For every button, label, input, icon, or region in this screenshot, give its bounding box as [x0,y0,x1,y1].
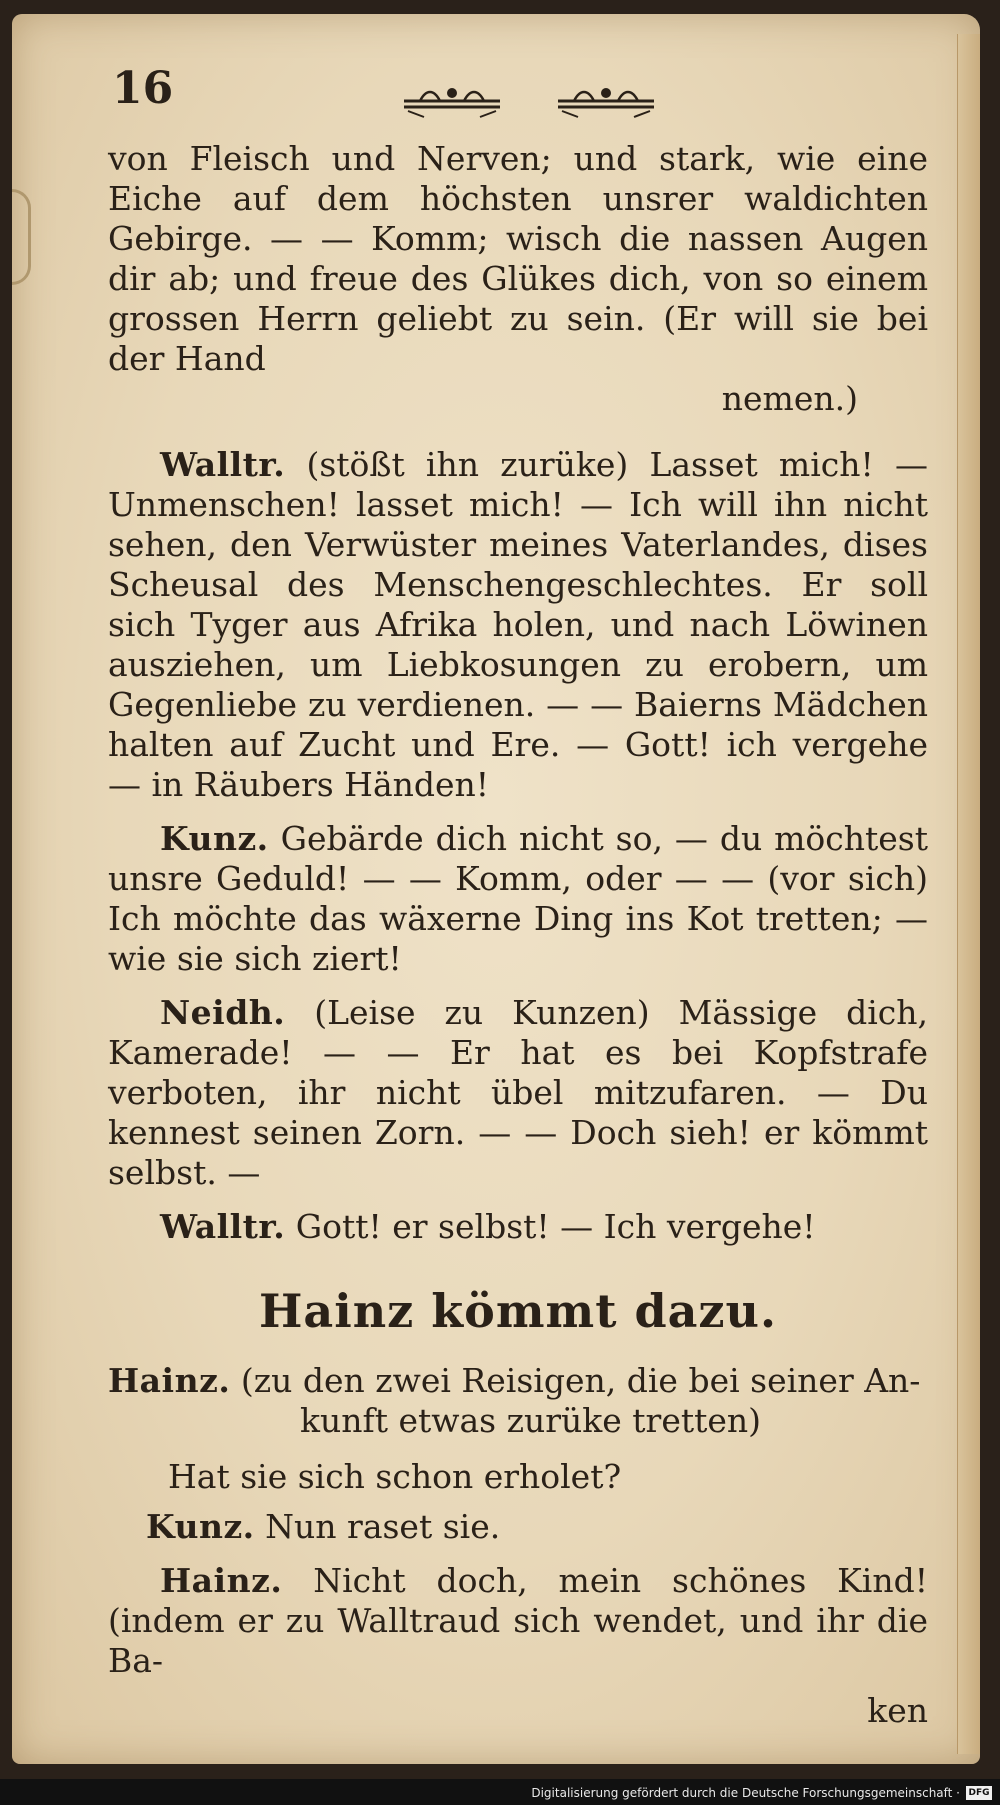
scene-heading: Hainz kömmt dazu. [258,1284,778,1338]
footer-credit: Digitalisierung gefördert durch die Deutsche Forschungsgemeinschaft · [531,1786,960,1800]
speaker-label: Neidh. [160,993,286,1032]
speaker-label: Kunz. [160,819,269,858]
speech-hainz-1 [108,1361,928,1441]
page-header [108,63,928,139]
speech-text: Gebärde dich nicht so, — du möchtest unsre Geduld! — — Komm, oder — — (vor sich) Ich möchte das wäxerne Ding ins Kot tretten; — wie sie sich ziert! [108,819,928,978]
speech-text: Nun raset sie. [265,1507,501,1546]
page-edge [957,34,980,1754]
speech-hainz-2 [108,1561,928,1681]
speech-walltr-2 [108,1207,928,1247]
catchword: ken [867,1691,928,1730]
ornament-left-icon [400,79,504,119]
speech-text: (Leise zu Kunzen) Mässige dich, Kamerade! — — Er hat es bei Kopfstrafe verboten, ihr nicht übel mitzufaren. — Du kennest seinen Zorn. — — Doch sieh! er kömmt selbst. — [108,993,928,1192]
speaker-label: Walltr. [160,445,286,484]
ornament-right-icon [554,79,658,119]
hainz-stage-line-1 [108,1361,928,1401]
paragraph-opening-end: nemen.) [721,379,858,418]
speaker-label: Hainz. [108,1361,231,1400]
speech-text: Nicht doch, mein schönes Kind! (indem er zu Walltraud sich wendet, und ihr die Ba- [108,1561,928,1680]
stage-direction: (zu den zwei Reisigen, die bei seiner An- [240,1361,921,1400]
speech-walltr-1 [108,445,928,805]
speech-text: (stößt ihn zurüke) Lasset mich! — Unmenschen! lasset mich! — Ich will ihn nicht sehen, den Verwüster meines Vaterlandes, dises Scheusal des Menschengeschlechtes. Er soll sich Tyger aus Afrika holen, und nach Löwinen ausziehen, um Liebkosungen zu erobern, um Gegenliebe zu verdienen. — — Baierns Mädchen halten auf Zucht und Ere. — Gott! ich vergehe — in Räubers Händen! [108,445,928,804]
speech-text: Gott! er selbst! — Ich vergehe! [295,1207,816,1246]
speech-kunz-1 [108,819,928,979]
book-page [12,14,980,1764]
paragraph-opening: von Fleisch und Nerven; und stark, wie eine Eiche auf dem höchsten unsrer waldichten Gebirge. — — Komm; wisch die nassen Augen dir ab; und freue des Glükes dich, von so einem grossen Herrn geliebt zu sein. (Er will sie bei der Hand [108,139,928,378]
speaker-label: Kunz. [146,1507,255,1546]
speech-kunz-2 [108,1507,928,1547]
hainz-line: Hat sie sich schon erholet? [168,1457,622,1496]
page-number: 16 [112,63,174,114]
dfg-logo-icon: DFG [966,1786,992,1800]
binding-mark [12,189,31,285]
hainz-stage-line-2: kunft etwas zurüke tretten) [300,1401,762,1440]
speaker-label: Hainz. [160,1561,283,1600]
footer-bar [0,1779,1000,1805]
page-content [108,63,928,1731]
speaker-label: Walltr. [160,1207,286,1246]
speech-neidh-1 [108,993,928,1193]
